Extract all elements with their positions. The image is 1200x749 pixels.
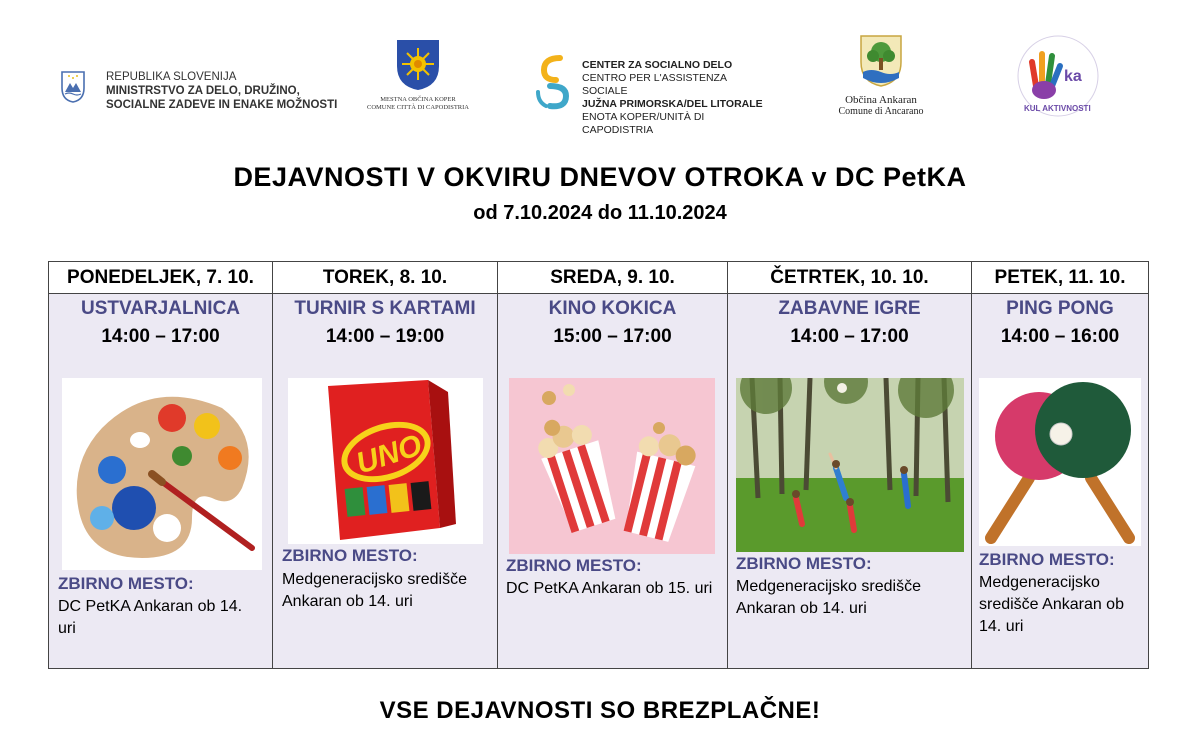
ankaran-line-2: Comune di Ancarano xyxy=(838,106,924,117)
ministry-line-1: REPUBLIKA SLOVENIJA xyxy=(106,71,237,83)
activity-name: TURNIR S KARTAMI xyxy=(294,298,476,319)
uno-logo-text: UNO xyxy=(352,428,426,481)
uno-cards-image xyxy=(288,378,483,544)
forest-play-image xyxy=(736,378,964,552)
ministry-name xyxy=(106,70,337,112)
day-header: PETEK, 11. 10. xyxy=(972,262,1148,294)
activity-name: USTVARJALNICA xyxy=(80,298,241,319)
csd-line-2: CENTRO PER L'ASSISTENZA SOCIALE xyxy=(582,72,727,97)
meeting-point-label: ZBIRNO MESTO: xyxy=(58,574,194,593)
meeting-point-text: Medgeneracijsko središče Ankaran ob 14. uri xyxy=(282,571,467,610)
meeting-point-label: ZBIRNO MESTO: xyxy=(506,556,642,575)
kids-playing-icon xyxy=(736,378,964,552)
day-column xyxy=(273,262,498,668)
meeting-point-label: ZBIRNO MESTO: xyxy=(282,546,418,565)
ministry-logo xyxy=(60,66,340,116)
activity-time: 14:00 – 17:00 xyxy=(790,326,909,347)
koper-line-1: MESTNA OBČINA KOPER xyxy=(380,96,456,103)
day-column xyxy=(498,262,728,668)
meeting-point-text: DC PetKA Ankaran ob 14. uri xyxy=(58,598,243,637)
activity-time: 15:00 – 17:00 xyxy=(553,326,672,347)
csd-line-1: CENTER ZA SOCIALNO DELO xyxy=(582,59,733,71)
activity-time: 14:00 – 19:00 xyxy=(325,326,445,347)
ankaran-municipality-logo xyxy=(822,34,940,122)
day-column xyxy=(972,262,1148,668)
date-range: od 7.10.2024 do 11.10.2024 xyxy=(473,202,727,224)
day-column xyxy=(49,262,273,668)
popcorn-image xyxy=(509,378,715,554)
kul-caption: KUL AKTIVNOSTI xyxy=(1024,104,1091,113)
meeting-point-text: DC PetKA Ankaran ob 15. uri xyxy=(506,580,713,597)
free-activities-note: VSE DEJAVNOSTI SO BREZPLAČNE! xyxy=(379,697,821,724)
day-column xyxy=(728,262,972,668)
ping-pong-image xyxy=(979,378,1141,546)
meeting-point-label: ZBIRNO MESTO: xyxy=(736,554,872,573)
ministry-line-2: MINISTRSTVO ZA DELO, DRUŽINO, xyxy=(106,85,300,97)
koper-caption xyxy=(358,96,478,112)
ankaran-line-1: Občina Ankaran xyxy=(845,94,917,106)
activity-time: 14:00 – 16:00 xyxy=(1000,326,1120,347)
activity-time: 14:00 – 17:00 xyxy=(101,326,220,347)
meeting-point-text: Medgeneracijsko središče Ankaran ob 14. uri xyxy=(736,578,921,617)
paint-palette-icon xyxy=(62,378,262,570)
koper-coat-of-arms-icon xyxy=(395,38,441,92)
schedule-table xyxy=(48,261,1149,669)
meeting-point-text: Medgeneracijsko središče Ankaran ob 14. uri xyxy=(979,574,1124,635)
csd-line-3: JUŽNA PRIMORSKA/DEL LITORALE xyxy=(582,98,763,110)
day-header: ČETRTEK, 10. 10. xyxy=(728,262,971,294)
ankaran-coat-of-arms-icon xyxy=(859,34,903,88)
meeting-point-label: ZBIRNO MESTO: xyxy=(979,550,1115,569)
csd-line-4: ENOTA KOPER/UNITÀ DI CAPODISTRIA xyxy=(582,111,705,136)
day-header: SREDA, 9. 10. xyxy=(498,262,727,294)
social-work-center-logo xyxy=(530,52,770,136)
csd-name xyxy=(582,59,770,137)
popcorn-icon xyxy=(509,378,715,554)
activity-name: PING PONG xyxy=(1006,298,1114,319)
page-title: DEJAVNOSTI V OKVIRU DNEVOV OTROKA v DC PetKA xyxy=(233,162,967,192)
slovenia-coat-of-arms-icon xyxy=(60,70,86,104)
ankaran-caption xyxy=(822,94,940,118)
logo-row xyxy=(0,0,1200,140)
kul-badge: ka xyxy=(1064,68,1082,85)
ministry-line-3: SOCIALNE ZADEVE IN ENAKE MOŽNOSTI xyxy=(106,99,338,111)
ping-pong-paddles-icon xyxy=(979,378,1141,546)
paint-palette-image xyxy=(62,378,262,570)
koper-line-2: COMUNE CITTÀ DI CAPODISTRIA xyxy=(366,104,469,111)
kul-aktivnosti-logo xyxy=(1010,28,1106,124)
csd-swirl-icon xyxy=(530,52,578,112)
koper-municipality-logo xyxy=(358,38,478,118)
activity-name: KINO KOKICA xyxy=(548,298,677,319)
activity-name: ZABAVNE IGRE xyxy=(778,298,921,319)
day-header: PONEDELJEK, 7. 10. xyxy=(49,262,272,294)
day-header: TOREK, 8. 10. xyxy=(273,262,497,294)
